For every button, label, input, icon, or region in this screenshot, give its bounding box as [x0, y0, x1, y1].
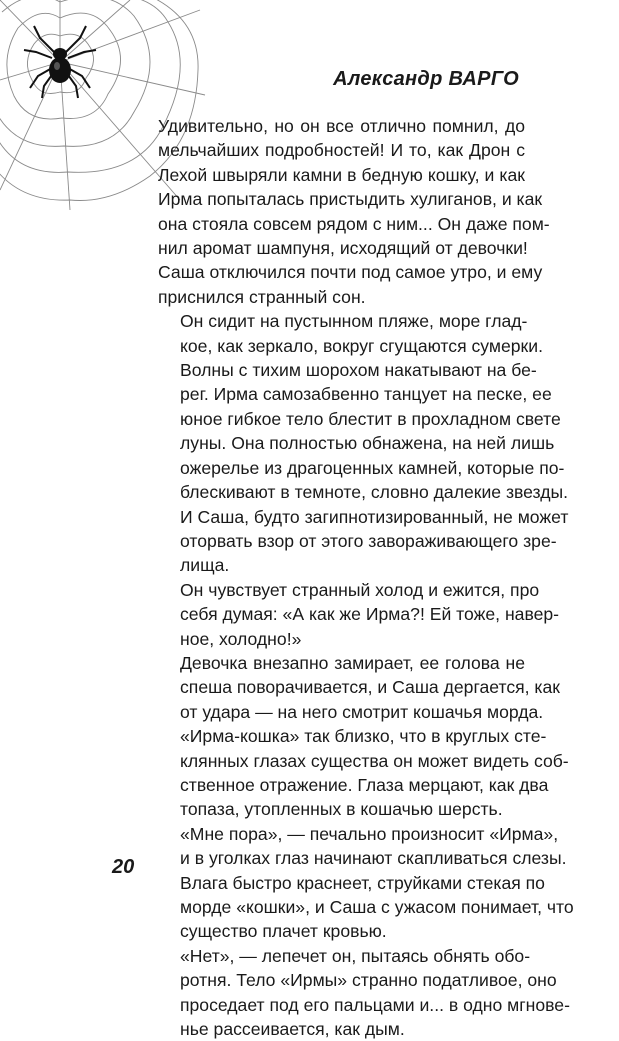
paragraph	[158, 822, 574, 944]
text-line: «Нет», — лепечет он, пытаясь обнять обо-	[180, 945, 531, 966]
text-line: существо плачет кровью.	[180, 921, 387, 942]
text-line: проседает под его пальцами и... в одно мгнове-	[180, 994, 570, 1015]
text-line: ственное отражение. Глаза мерцают, как два	[180, 774, 549, 795]
text-line: лища.	[180, 555, 230, 576]
text-line: себя думая: «А как же Ирма?! Ей тоже, навер-	[180, 604, 560, 625]
paragraph	[158, 651, 569, 822]
text-line: Волны с тихим шорохом накатывают на бе-	[180, 360, 537, 381]
paragraph	[158, 944, 570, 1041]
text-line: Саша отключился почти под самое утро, и ему	[158, 262, 543, 283]
text-line: И Саша, будто загипнотизированный, не может	[180, 506, 569, 527]
text-line: кое, как зеркало, вокруг сгущаются сумерки.	[180, 335, 543, 356]
text-line: рег. Ирма самозабвенно танцует на песке, ее	[180, 384, 552, 405]
text-line: Удивительно, но он все отлично помнил, до	[158, 116, 525, 136]
running-header-author: Александр ВАРГО	[333, 68, 519, 90]
text-line: Влага быстро краснеет, струйками стекая по	[180, 872, 545, 893]
text-line: ожерелье из драгоценных камней, которые по-	[180, 457, 565, 478]
text-line: блескивают в темноте, словно далекие звезды.	[180, 482, 569, 503]
text-line: приснился странный сон.	[158, 286, 366, 307]
text-line: топаза, утопленных в кошачью шерсть.	[180, 799, 503, 820]
text-line: и в уголках глаз начинают скапливаться слезы.	[180, 848, 567, 869]
text-line: ное, холодно!»	[180, 628, 302, 649]
text-line: луны. Она полностью обнажена, на ней лишь	[180, 433, 555, 454]
text-line: юное гибкое тело блестит в прохладном свете	[180, 408, 561, 429]
paragraph	[158, 578, 560, 651]
text-line: она стояла совсем рядом с ним... Он даже пом-	[158, 213, 550, 234]
text-line: спеша поворачивается, и Саша дергается, как	[180, 677, 560, 698]
text-line: ротня. Тело «Ирмы» странно податливое, оно	[180, 970, 557, 991]
text-line: морде «кошки», и Саша с ужасом понимает, что	[180, 897, 574, 917]
text-line: Лехой швыряли камни в бедную кошку, и как	[158, 164, 525, 185]
text-line: «Ирма-кошка» так близко, что в круглых сте-	[180, 726, 547, 747]
text-line: клянных глазах существа он может видеть соб-	[180, 750, 569, 771]
text-line: Ирма попыталась пристыдить хулиганов, и как	[158, 189, 543, 210]
text-line: нье рассеивается, как дым.	[180, 1019, 405, 1040]
text-line: мельчайших подробностей! И то, как Дрон с	[158, 140, 525, 161]
text-line: Он чувствует странный холод и ежится, про	[180, 579, 540, 600]
text-line: Он сидит на пустынном пляже, море глад-	[180, 311, 528, 332]
page-number: 20	[112, 856, 135, 878]
text-line: нил аромат шампуня, исходящий от девочки!	[158, 238, 528, 259]
text-line: оторвать взор от этого завораживающего зре-	[180, 530, 557, 551]
text-line: Девочка внезапно замирает, ее голова не	[180, 652, 525, 673]
text-line: от удара — на него смотрит кошачья морда.	[180, 701, 544, 722]
paragraph	[158, 114, 550, 309]
paragraph	[158, 309, 569, 577]
text-line: «Мне пора», — печально произносит «Ирма»,	[180, 823, 559, 844]
body-text	[158, 114, 574, 1041]
